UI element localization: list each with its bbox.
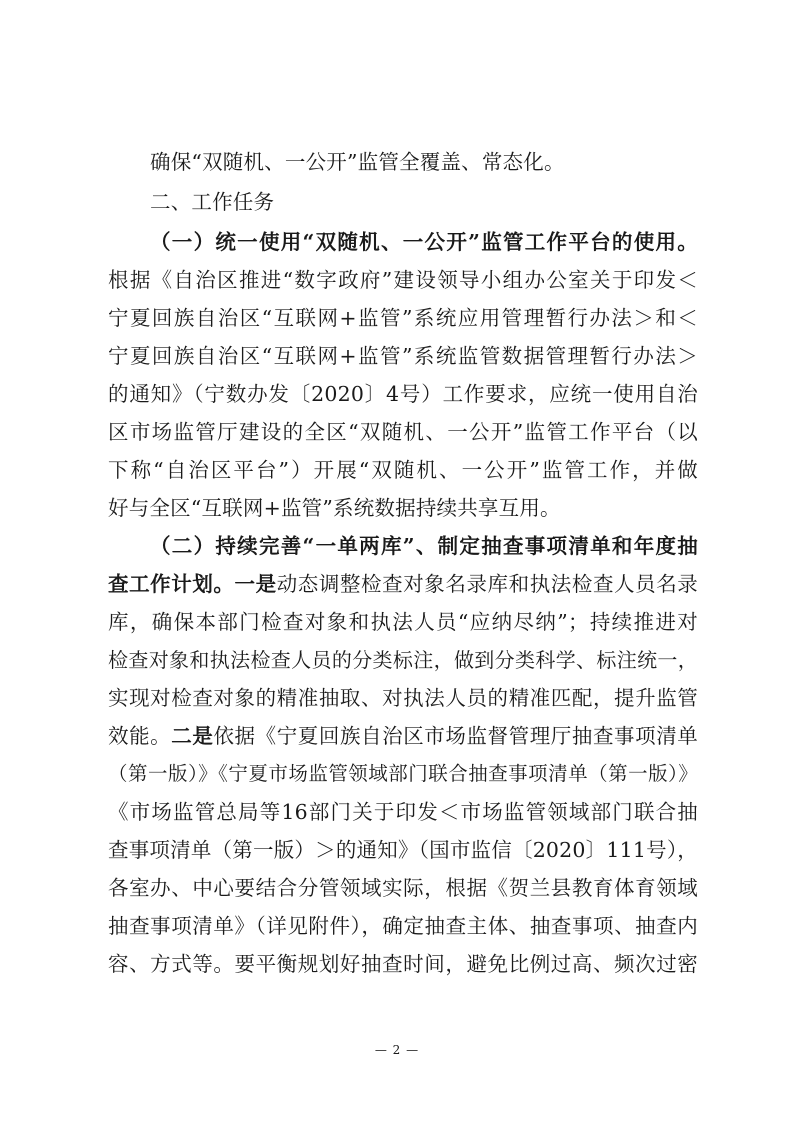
paragraph-line: 宁夏回族自治区“互联网+监管”系统应用管理暂行办法＞和＜ xyxy=(108,306,698,330)
paragraph-line: 实现对检查对象的精准抽取、对执法人员的精准匹配，提升监管 xyxy=(108,686,698,710)
paragraph-line: 效能。二是依据《宁夏回族自治区市场监督管理厅抽查事项清单 xyxy=(108,724,698,748)
section-heading: 二、工作任务 xyxy=(150,190,275,214)
paragraph-line: 根据《自治区推进“数字政府”建设领导小组办公室关于印发＜ xyxy=(108,268,698,292)
paragraph-line: 抽查事项清单》（详见附件），确定抽查主体、抽查事项、抽查内 xyxy=(108,914,698,938)
paragraph-line: 的通知》（宁数办发〔2020〕4号）工作要求，应统一使用自治 xyxy=(108,382,698,406)
page-number: — 2 — xyxy=(374,1043,420,1057)
paragraph-line: 《市场监管总局等16部门关于印发＜市场监管领域部门联合抽 xyxy=(108,800,698,824)
paragraph-line: 下称“自治区平台”）开展“双随机、一公开”监管工作，并做 xyxy=(108,458,698,482)
paragraph-line: 容、方式等。要平衡规划好抽查时间，避免比例过高、频次过密 xyxy=(108,952,698,976)
paragraph-line: 区市场监管厅建设的全区“双随机、一公开”监管工作平台（以 xyxy=(108,420,698,444)
subsection-heading: （一）统一使用“双随机、一公开”监管工作平台的使用。 xyxy=(150,230,698,254)
paragraph-line: 各室办、中心要结合分管领域实际，根据《贺兰县教育体育领域 xyxy=(108,876,698,900)
paragraph-line: 确保“双随机、一公开”监管全覆盖、常态化。 xyxy=(150,150,565,174)
paragraph-line: 查事项清单（第一版）＞的通知》（国市监信〔2020〕111号）， xyxy=(108,838,698,862)
paragraph-line: 好与全区“互联网+监管”系统数据持续共享互用。 xyxy=(108,496,561,520)
subsection-heading: （二）持续完善“一单两库”、制定抽查事项清单和年度抽 xyxy=(150,534,698,558)
paragraph-line: 查工作计划。一是动态调整检查对象名录库和执法检查人员名录 xyxy=(108,572,698,596)
paragraph-line: 检查对象和执法检查人员的分类标注，做到分类科学、标注统一， xyxy=(108,648,698,672)
paragraph-line: 宁夏回族自治区“互联网+监管”系统监管数据管理暂行办法＞ xyxy=(108,344,698,368)
paragraph-line: （第一版）》《宁夏市场监管领域部门联合抽查事项清单（第一版）》 xyxy=(108,762,698,785)
paragraph-line: 库，确保本部门检查对象和执法人员“应纳尽纳”；持续推进对 xyxy=(108,610,698,634)
